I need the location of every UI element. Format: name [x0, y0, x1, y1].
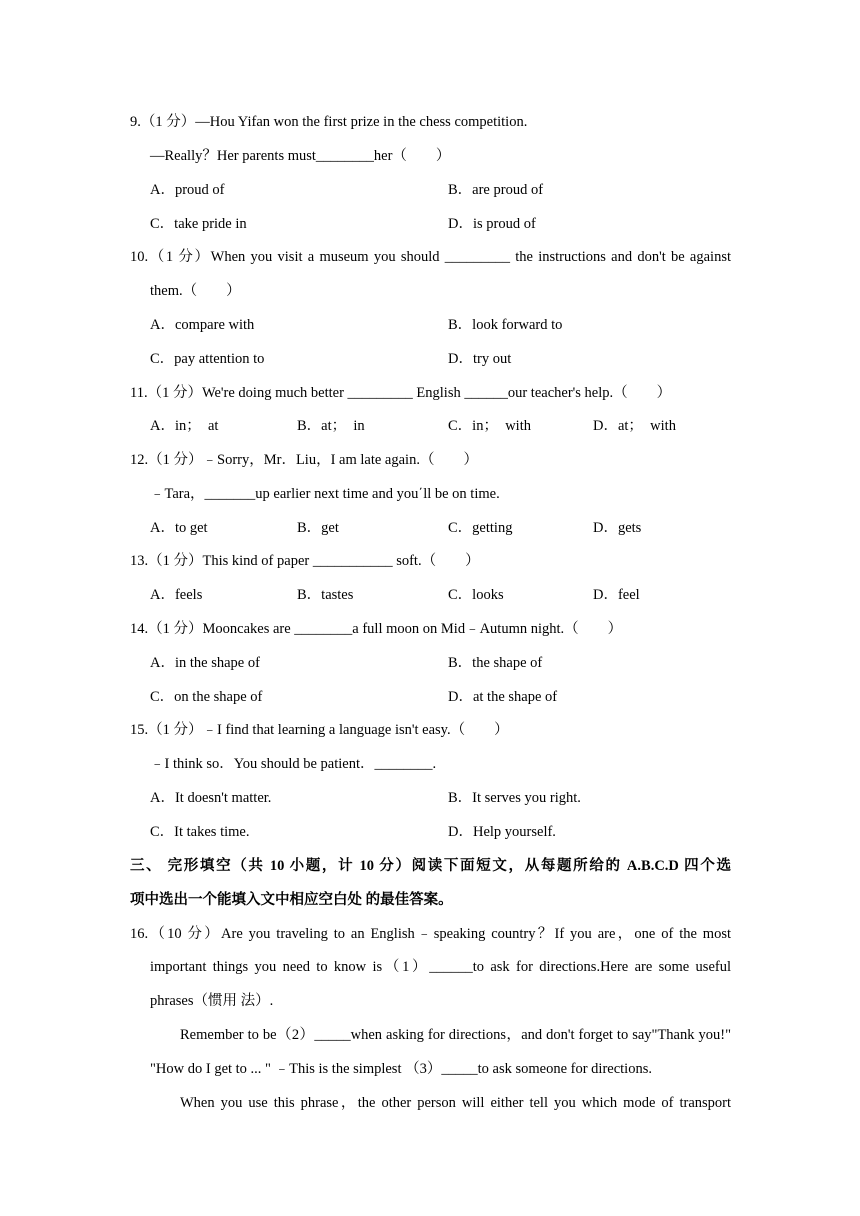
question-11-option-d: D．at； with [593, 418, 676, 434]
question-13-option-a: A．feels [150, 587, 203, 603]
question-9-stem: 9.（1 分）—Hou Yifan won the first prize in the chess competition. [130, 114, 528, 130]
question-15-stem-2: ﹣I think so．You should be patient．________. [150, 756, 437, 772]
question-16-line-1: 16.（10 分）Are you traveling to an English﹣speaking country？If you are，one of the most [130, 926, 731, 942]
question-10-option-d: D．try out [448, 351, 512, 367]
section-3-heading-2: 项中选出一个能填入文中相应空白处 的最佳答案。 [130, 892, 453, 908]
question-10-option-b: B．look forward to [448, 317, 563, 333]
question-13-option-b: B．tastes [297, 587, 354, 603]
question-12-stem-2: ﹣Tara，_______up earlier next time and you΄ll be on time. [150, 486, 500, 502]
question-10-option-a: A．compare with [150, 317, 255, 333]
question-14-option-a: A．in the shape of [150, 655, 260, 671]
question-12-stem: 12.（1 分）﹣Sorry，Mr．Liu，I am late again.（ ） [130, 452, 478, 468]
question-16-line-5: "How do I get to ... " ﹣This is the simplest （3）_____to ask someone for directions. [150, 1061, 652, 1077]
question-9-stem-2: —Really？Her parents must________her（ ） [150, 148, 451, 164]
question-16-line-4: Remember to be（2）_____when asking for directions，and don't forget to say"Thank you!" [180, 1027, 731, 1043]
question-11-option-b: B．at； in [297, 418, 365, 434]
question-14-option-c: C．on the shape of [150, 689, 263, 705]
question-13-option-c: C．looks [448, 587, 504, 603]
question-10-option-c: C．pay attention to [150, 351, 265, 367]
question-14-option-d: D．at the shape of [448, 689, 558, 705]
question-11-option-c: C．in； with [448, 418, 531, 434]
question-16-line-6: When you use this phrase，the other person will either tell you which mode of transport [180, 1095, 731, 1111]
question-10-stem: 10.（1 分）When you visit a museum you should _________ the instructions and don't be against [130, 249, 731, 265]
question-15-stem: 15.（1 分）﹣I find that learning a language isn't easy.（ ） [130, 722, 509, 738]
question-13-option-d: D．feel [593, 587, 640, 603]
question-15-option-d: D．Help yourself. [448, 824, 556, 840]
question-10-stem-2: them.（ ） [150, 283, 241, 299]
section-3-heading: 三、 完形填空（共 10 小题，计 10 分）阅读下面短文，从每题所给的 A.B.C.D 四个选 [130, 858, 731, 874]
question-16-line-2: important things you need to know is（1）______to ask for directions.Here are some useful [150, 959, 731, 975]
question-9-option-a: A．proud of [150, 182, 225, 198]
question-12-option-c: C．getting [448, 520, 513, 536]
question-9-option-d: D．is proud of [448, 216, 536, 232]
question-11-option-a: A．in； at [150, 418, 219, 434]
question-11-stem: 11.（1 分）We're doing much better _________ English ______our teacher's help.（ ） [130, 385, 672, 401]
question-15-option-a: A．It doesn't matter. [150, 790, 272, 806]
question-16-line-3: phrases（惯用 法）. [150, 993, 274, 1009]
question-15-option-c: C．It takes time. [150, 824, 250, 840]
question-12-option-b: B．get [297, 520, 339, 536]
question-13-stem: 13.（1 分）This kind of paper ___________ soft.（ ） [130, 553, 480, 569]
question-14-stem: 14.（1 分）Mooncakes are ________a full moon on Mid﹣Autumn night.（ ） [130, 621, 623, 637]
question-9-option-c: C．take pride in [150, 216, 247, 232]
question-12-option-a: A．to get [150, 520, 208, 536]
question-12-option-d: D．gets [593, 520, 642, 536]
question-15-option-b: B．It serves you right. [448, 790, 581, 806]
question-14-option-b: B．the shape of [448, 655, 543, 671]
question-9-option-b: B．are proud of [448, 182, 544, 198]
